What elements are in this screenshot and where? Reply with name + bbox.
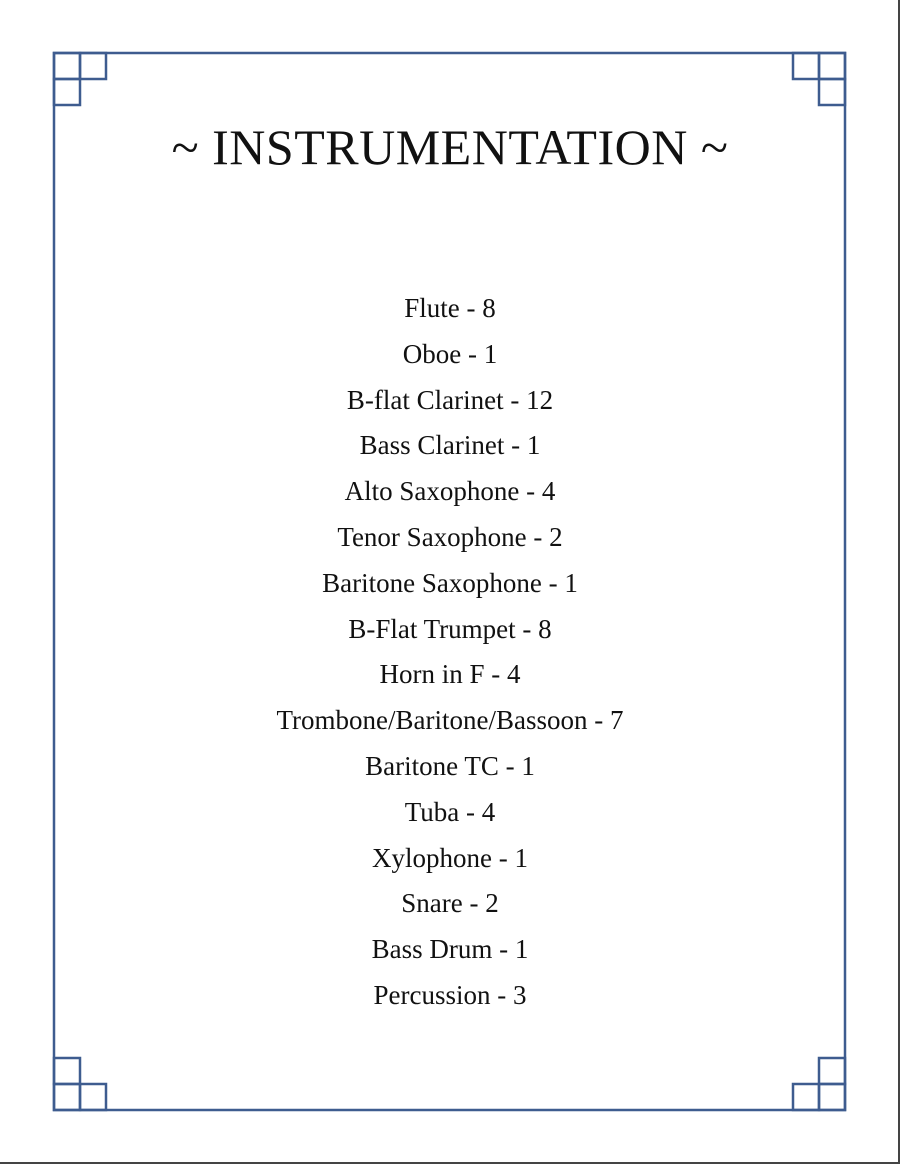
instrument-item: Snare - 2 — [401, 888, 499, 919]
corner-square-icon — [819, 1084, 845, 1110]
instrument-item: Trombone/Baritone/Bassoon - 7 — [276, 705, 624, 736]
corner-square-icon — [819, 53, 845, 79]
corner-square-icon — [54, 1084, 80, 1110]
instrument-item: Tuba - 4 — [404, 796, 496, 827]
instrument-item: B-flat Clarinet - 12 — [346, 384, 554, 415]
corner-square-icon — [54, 1058, 80, 1084]
instrument-item: Horn in F - 4 — [379, 659, 521, 690]
corner-square-icon — [80, 53, 106, 79]
corner-square-icon — [793, 1084, 819, 1110]
corner-square-icon — [819, 79, 845, 105]
instrument-item: Xylophone - 1 — [372, 842, 528, 873]
title-tilde-left: ~ — [171, 119, 200, 175]
instrument-item: Baritone TC - 1 — [365, 750, 535, 781]
title-tilde-right: ~ — [700, 119, 729, 175]
instrument-item: Percussion - 3 — [373, 979, 527, 1010]
instrument-item: Tenor Saxophone - 2 — [337, 521, 563, 552]
instrument-item: B-Flat Trumpet - 8 — [348, 613, 552, 644]
corner-square-icon — [793, 53, 819, 79]
instrument-item: Alto Saxophone - 4 — [344, 476, 556, 507]
instrument-item: Flute - 8 — [404, 293, 496, 323]
instrument-item: Bass Drum - 1 — [371, 934, 529, 965]
instrument-item: Baritone Saxophone - 1 — [322, 567, 578, 598]
corner-square-icon — [819, 1058, 845, 1084]
corner-square-icon — [54, 53, 80, 79]
instrument-item: Oboe - 1 — [402, 338, 498, 369]
instrument-list — [0, 286, 900, 1019]
page-title — [0, 112, 900, 182]
instrument-item: Bass Clarinet - 1 — [359, 430, 541, 461]
title-text: INSTRUMENTATION — [212, 119, 688, 175]
corner-square-icon — [54, 79, 80, 105]
corner-square-icon — [80, 1084, 106, 1110]
